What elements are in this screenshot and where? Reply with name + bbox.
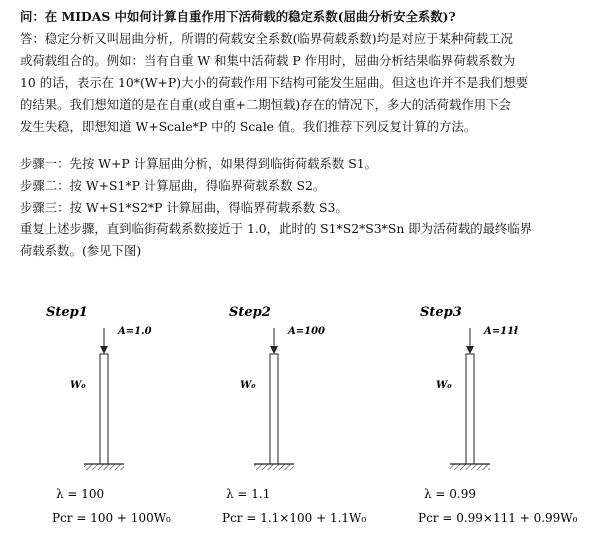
answer-line: 10 的话，表示在 10*(W+P)大小的荷载作用下结构可能发生屈曲。但这也许并不是我们想要	[20, 75, 529, 90]
step1-load-label: A=1.0	[118, 326, 152, 337]
answer-line: 或荷载组合的。例如：当有自重 W 和集中活荷载 P 作用时，屈曲分析结果临界荷载系数为	[20, 53, 516, 68]
step-line: 步骤二：按 W+S1*P 计算屈曲，得临界荷载系数 S2。	[20, 178, 326, 193]
step3-lambda: λ = 0.99	[424, 487, 477, 501]
step2-title: Step2	[229, 305, 271, 320]
step1-weight-label: W₀	[70, 380, 86, 391]
step1-pcr: Pcr = 100 + 100W₀	[52, 511, 171, 525]
step2-panel	[222, 305, 366, 525]
repeat-line: 重复上述步骤，直到临街荷载系数接近于 1.0，此时的 S1*S2*S3*Sn 即为活荷载的最终临界	[20, 221, 533, 236]
step1-title: Step1	[46, 305, 88, 320]
load-arrow-head	[270, 346, 278, 354]
step2-ground-hatch	[254, 464, 294, 470]
step1-panel	[46, 305, 171, 525]
step3-pcr: Pcr = 0.99×111 + 0.99W₀	[418, 511, 578, 525]
answer-line: 的结果。我们想知道的是在自重(或自重+二期恒载)存在的情况下，多大的活荷载作用下会	[20, 97, 511, 112]
repeat-line: 荷载系数。(参见下图)	[20, 243, 142, 258]
step3-title: Step3	[420, 305, 462, 320]
question-heading: 问：在 MIDAS 中如何计算自重作用下活荷载的稳定系数(屈曲分析安全系数)?	[20, 9, 456, 24]
load-arrow-head	[466, 346, 474, 354]
step2-pcr: Pcr = 1.1×100 + 1.1W₀	[222, 511, 367, 525]
step2-lambda: λ = 1.1	[226, 487, 271, 501]
load-arrow-head	[100, 346, 108, 354]
step3-panel	[418, 305, 578, 525]
step1-column	[100, 354, 108, 464]
step2-weight-label: W₀	[240, 380, 256, 391]
iteration-figure	[0, 296, 590, 538]
step1-lambda: λ = 100	[56, 487, 105, 501]
step1-ground-hatch	[84, 464, 124, 470]
step3-column	[466, 354, 474, 464]
step2-load-label: A=100	[288, 326, 326, 337]
step-line: 步骤三：按 W+S1*S2*P 计算屈曲，得临界荷载系数 S3。	[20, 200, 348, 215]
answer-line: 发生失稳，即想知道 W+Scale*P 中的 Scale 值。我们推荐下列反复计算的方法。	[20, 119, 477, 134]
step3-load-label: A=11ł	[484, 326, 518, 337]
step3-ground-hatch	[450, 464, 490, 470]
step-line: 步骤一：先按 W+P 计算屈曲分析，如果得到临街荷载系数 S1。	[20, 156, 378, 171]
answer-line: 答：稳定分析又叫屈曲分析，所谓的荷载安全系数(临界荷载系数)均是对应于某种荷载工况	[20, 31, 513, 46]
step2-column	[270, 354, 278, 464]
step3-weight-label: W₀	[436, 380, 452, 391]
